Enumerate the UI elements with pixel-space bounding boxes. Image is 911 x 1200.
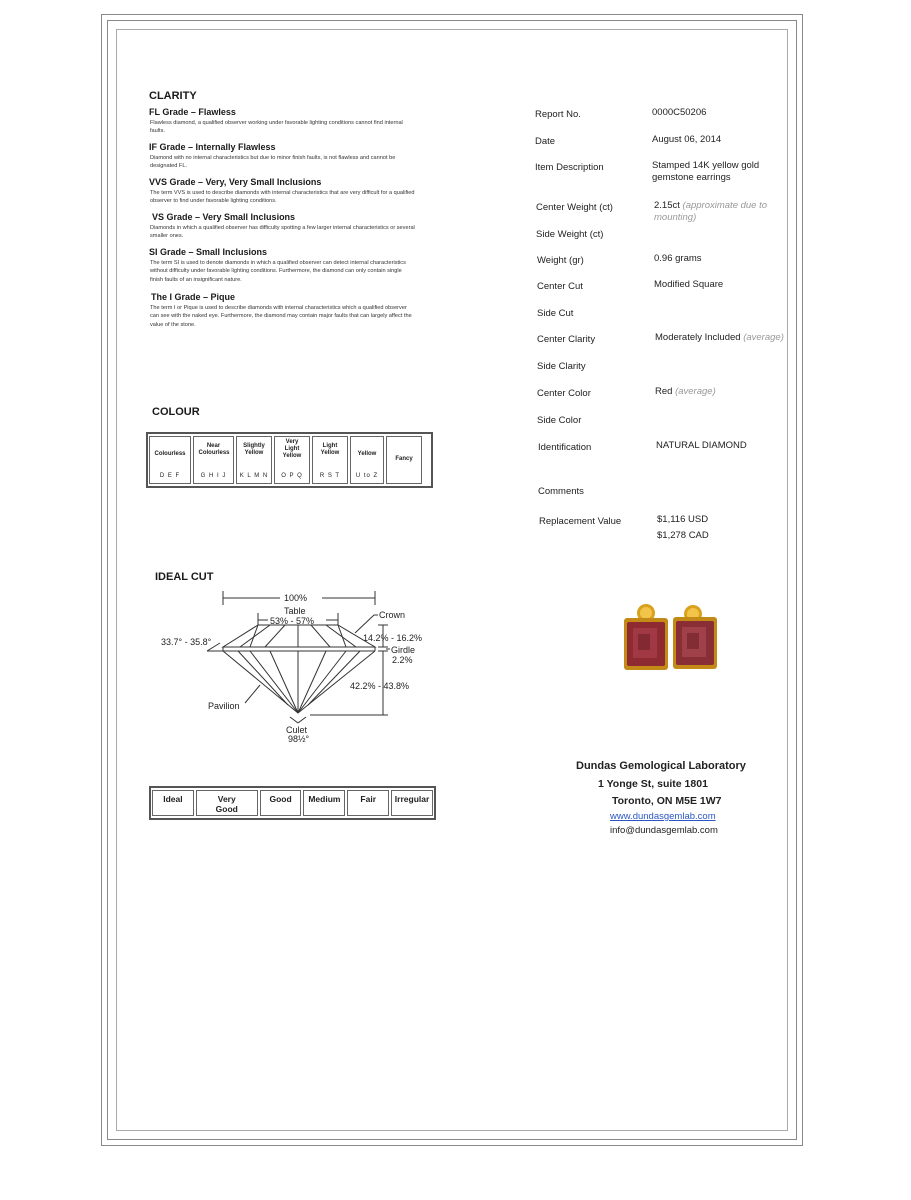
colour-cell — [386, 436, 422, 484]
colour-cell — [350, 436, 384, 484]
field-label-identification: Identification — [538, 442, 592, 453]
clarity-grade-title: FL Grade – Flawless — [149, 107, 236, 117]
cut-label-girdle-pct: 2.2% — [392, 655, 413, 665]
colour-heading: COLOUR — [152, 406, 200, 418]
clarity-grade-title: VS Grade – Very Small Inclusions — [152, 212, 296, 222]
cut-label-table: Table — [284, 606, 306, 616]
colour-label: Slightly Yellow — [243, 443, 265, 456]
colour-label: Fancy — [395, 455, 413, 462]
colour-cell — [236, 436, 272, 484]
field-label-side-weight: Side Weight (ct) — [536, 229, 604, 240]
field-value-date: August 06, 2014 — [652, 134, 722, 145]
ideal-cut-heading: IDEAL CUT — [155, 571, 214, 583]
cut-grade-cell: Fair — [347, 790, 389, 816]
clarity-grade-desc: Diamonds in which a qualified observer has difficulty spotting a few larger internal characteristics or several smaller ones. — [150, 225, 415, 240]
cut-grade-cell: Very Good — [196, 790, 258, 816]
cut-label-table-range: 53% - 57% — [270, 616, 315, 626]
field-label-side-cut: Side Cut — [537, 308, 574, 319]
cut-label-pavilion: Pavilion — [208, 701, 240, 711]
colour-cell — [193, 436, 234, 484]
field-value-identification: NATURAL DIAMOND — [656, 440, 747, 451]
clarity-grade-title: VVS Grade – Very, Very Small Inclusions — [149, 177, 322, 187]
colour-grades: D E F — [159, 473, 181, 479]
clarity-grade-desc: Diamond with no internal characteristics but due to minor finish faults, is not flawless and cannot be designated FL. — [150, 155, 396, 170]
colour-label: Light Yellow — [320, 443, 340, 456]
earring-right — [673, 605, 717, 669]
colour-cell — [149, 436, 191, 484]
field-label-comments: Comments — [538, 486, 584, 497]
center-clarity-note: (average) — [743, 332, 784, 343]
cut-label-culet: Culet — [286, 725, 308, 735]
colour-grades: K L M N — [239, 473, 269, 479]
cut-grade-table — [149, 786, 436, 820]
colour-cell — [312, 436, 348, 484]
cut-label-pavilion-depth: 42.2% - 43.8% — [350, 681, 410, 691]
colour-grades: O P Q — [281, 473, 303, 479]
colour-grades: U to Z — [355, 473, 379, 479]
colour-grades: G H I J — [200, 473, 227, 479]
cut-grade-cell: Ideal — [152, 790, 194, 816]
field-label-replacement-value: Replacement Value — [539, 516, 622, 527]
field-label-date: Date — [535, 136, 556, 147]
cut-label-crown: Crown — [379, 610, 406, 620]
colour-grades: R S T — [319, 473, 341, 479]
field-value-weight: 0.96 grams — [654, 253, 702, 264]
center-weight-value: 2.15ct — [654, 200, 680, 211]
field-value-center-clarity — [655, 332, 784, 344]
field-value-center-weight — [654, 200, 789, 224]
diamond-proportions-diagram — [150, 585, 450, 745]
field-value-item-description: Stamped 14K yellow gold gemstone earrings — [652, 160, 760, 183]
field-label-side-clarity: Side Clarity — [537, 361, 586, 372]
colour-cell — [274, 436, 310, 484]
clarity-grade-title: The I Grade – Pique — [151, 292, 236, 302]
cut-label-crown-height: 14.2% - 16.2% — [363, 633, 423, 643]
colour-label: Near Colourless — [198, 443, 230, 456]
field-label-side-color: Side Color — [537, 415, 582, 426]
field-label-item-description: Item Description — [535, 162, 604, 173]
center-clarity-value: Moderately Included — [655, 332, 741, 343]
center-weight-note: (approximate due to mounting) — [654, 200, 768, 223]
cut-grade-cell: Medium — [303, 790, 345, 816]
clarity-grade-title: IF Grade – Internally Flawless — [149, 142, 276, 152]
field-label-report-no: Report No. — [535, 109, 581, 120]
lab-address-line2: Toronto, ON M5E 1W7 — [612, 795, 722, 807]
field-value-replacement-usd: $1,116 USD — [657, 514, 709, 525]
cut-grade-cell: Irregular — [391, 790, 433, 816]
field-value-center-color — [655, 386, 716, 398]
lab-name: Dundas Gemological Laboratory — [576, 760, 746, 772]
clarity-grade-desc: Flawless diamond, a qualified observer working under favorable lighting conditions cannot find internal faults. — [150, 120, 403, 135]
lab-website-link[interactable]: www.dundasgemlab.com — [610, 811, 716, 822]
lab-address-line1: 1 Yonge St, suite 1801 — [598, 778, 708, 790]
clarity-grade-desc: The term VVS is used to describe diamonds with internal characteristics that are very difficult for a qualified observer to find under favorable lighting conditions. — [150, 190, 415, 205]
colour-scale-table — [146, 432, 433, 488]
field-value-center-cut: Modified Square — [654, 279, 724, 290]
colour-label: Yellow — [357, 451, 377, 457]
clarity-heading: CLARITY — [149, 90, 197, 102]
clarity-grade-desc: The term I or Pique is used to describe diamonds with internal characteristics which a qualified observer can see with the naked eye. Furthermore, the diamond may contain major faults that can largely affect the value of the stone. — [150, 305, 412, 328]
field-label-center-color: Center Color — [537, 388, 591, 399]
cut-label-culet-angle: 98½° — [288, 734, 310, 744]
earring-left — [624, 604, 668, 670]
colour-label: Very Light Yellow — [282, 439, 302, 459]
field-label-center-cut: Center Cut — [537, 281, 583, 292]
lab-email[interactable]: info@dundasgemlab.com — [610, 825, 718, 836]
earrings-photo — [618, 598, 723, 678]
center-color-note: (average) — [675, 386, 716, 397]
colour-label: Colourless — [154, 451, 186, 457]
field-value-report-no: 0000C50206 — [652, 107, 707, 118]
clarity-grade-title: SI Grade – Small Inclusions — [149, 247, 268, 257]
field-label-center-clarity: Center Clarity — [537, 334, 596, 345]
cut-label-crown-angle: 33.7° - 35.8° — [161, 637, 212, 647]
center-color-value: Red — [655, 386, 673, 397]
cut-grade-cell: Good — [260, 790, 302, 816]
field-value-replacement-cad: $1,278 CAD — [657, 530, 709, 541]
clarity-grade-desc: The term SI is used to denote diamonds in which a qualified observer can detect internal characteristics without difficulty under favorable lighting conditions. Furthermore, the diamond can only contain single finish faults of an insignificant nature. — [150, 260, 406, 283]
field-label-center-weight: Center Weight (ct) — [536, 202, 613, 213]
cut-label-width: 100% — [284, 593, 308, 603]
cut-label-girdle: Girdle — [391, 645, 416, 655]
field-label-weight: Weight (gr) — [537, 255, 584, 266]
